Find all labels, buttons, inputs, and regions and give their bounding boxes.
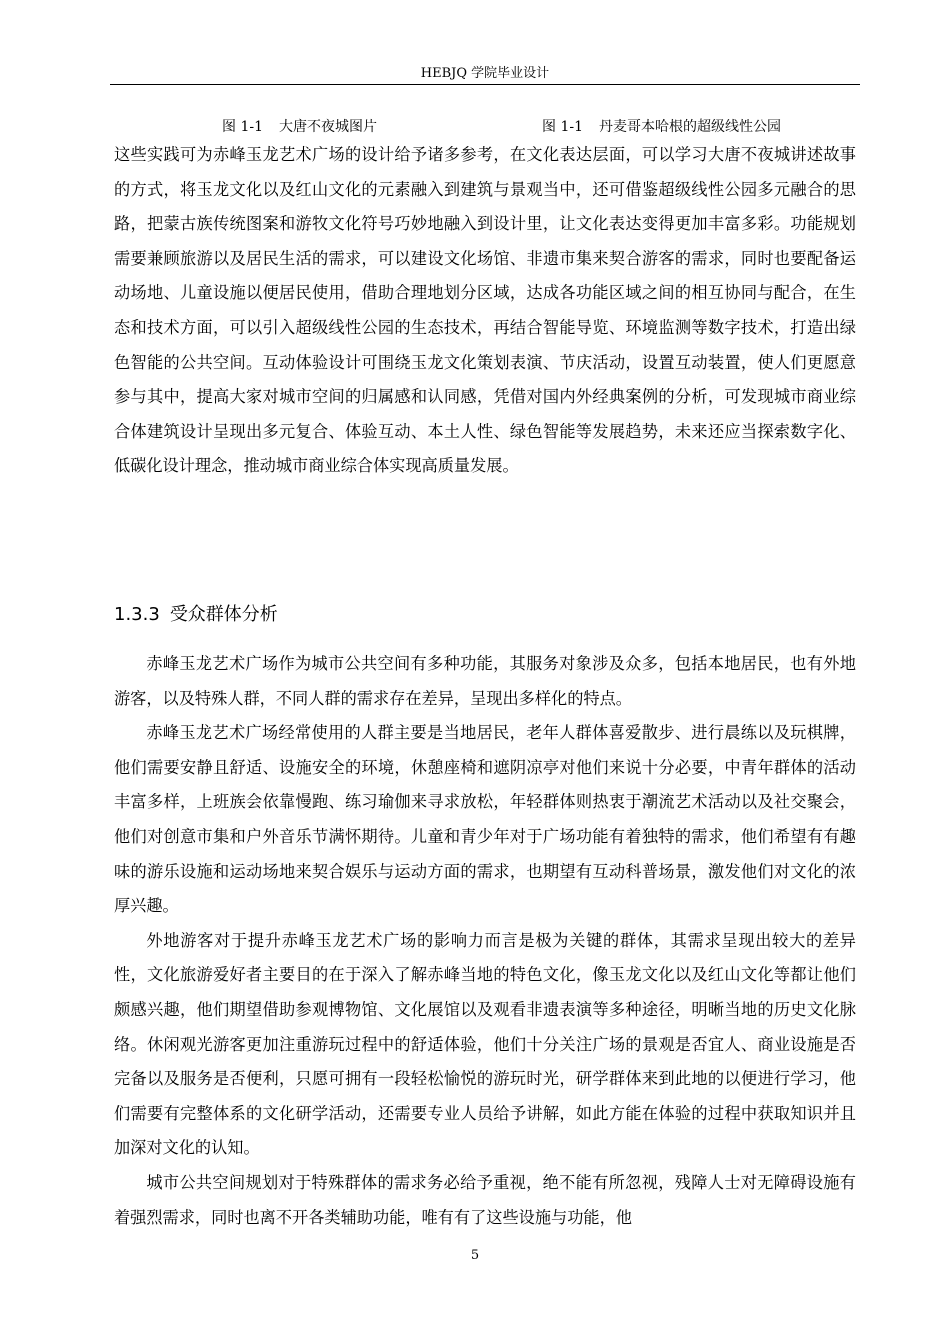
figure-caption-text: 大唐不夜城图片 [279,119,377,135]
paragraph: 外地游客对于提升赤峰玉龙艺术广场的影响力而言是极为关键的群体，其需求呈现出较大的差异性，文化旅游爱好者主要目的在于深入了解赤峰当地的特色文化，像玉龙文化以及红山文化等都让他们颇感兴趣，他们期望借助参观博物馆、文化展馆以及观看非遗表演等多种途径，明晰当地的历史文化脉络。休闲观光游客更加注重游玩过程中的舒适体验，他们十分关注广场的景观是否宜人、商业设施是否完备以及服务是否便利，只愿可拥有一段轻松愉悦的游玩时光，研学群体来到此地的以便进行学习，他们需要有完整体系的文化研学活动，还需要专业人员给予讲解，如此方能在体验的过程中获取知识并且加深对文化的认知。 [114,930,856,1158]
figure-number: 图 1-1 [542,119,583,135]
paragraph: 赤峰玉龙艺术广场经常使用的人群主要是当地居民，老年人群体喜爱散步、进行晨练以及玩棋牌，他们需要安静且舒适、设施安全的环境，休憩座椅和遮阴凉亭对他们来说十分必要，中青年群体的活动丰富多样，上班族会依靠慢跑、练习瑜伽来寻求放松，年轻群体则热衷于潮流艺术活动以及社交聚会，他们对创意市集和户外音乐节满怀期待。儿童和青少年对于广场功能有着独特的需求，他们希望有有趣味的游乐设施和运动场地来契合娱乐与运动方面的需求，也期望有互动科普场景，激发他们对文化的浓厚兴趣。 [114,723,856,916]
figure-caption-right [542,116,781,136]
section-heading [114,600,278,626]
figure-caption-left [222,116,377,136]
page-header: HEBJQ 学院毕业设计 [420,66,550,81]
paragraph: 城市公共空间规划对于特殊群体的需求务必给予重视，绝不能有所忽视，残障人士对无障碍设施有着强烈需求，同时也离不开各类辅助功能，唯有有了这些设施与功能，他 [114,1172,856,1227]
paragraph: 赤峰玉龙艺术广场作为城市公共空间有多种功能，其服务对象涉及众多，包括本地居民，也有外地游客，以及特殊人群，不同人群的需求存在差异，呈现出多样化的特点。 [114,654,856,708]
body-text-top [114,138,856,484]
section-number: 1.3.3 [114,604,160,625]
header-rule [110,84,860,85]
paragraph: 这些实践可为赤峰玉龙艺术广场的设计给予诸多参考，在文化表达层面，可以学习大唐不夜城讲述故事的方式，将玉龙文化以及红山文化的元素融入到建筑与景观当中，还可借鉴超级线性公园多元融合的思路，把蒙古族传统图案和游牧文化符号巧妙地融入到设计里，让文化表达变得更加丰富多彩。功能规划需要兼顾旅游以及居民生活的需求，可以建设文化场馆、非遗市集来契合游客的需求，同时也要配备运动场地、儿童设施以便居民使用，借助合理地划分区域，达成各功能区域之间的相互协同与配合，在生态和技术方面，可以引入超级线性公园的生态技术，再结合智能导览、环境监测等数字技术，打造出绿色智能的公共空间。互动体验设计可围绕玉龙文化策划表演、节庆活动，设置互动装置，使人们更愿意参与其中，提高大家对城市空间的归属感和认同感，凭借对国内外经典案例的分析，可发现城市商业综合体建筑设计呈现出多元复合、体验互动、本土人性、绿色智能等发展趋势，未来还应当探索数字化、低碳化设计理念，推动城市商业综合体实现高质量发展。 [114,145,856,476]
figure-caption-text: 丹麦哥本哈根的超级线性公园 [599,119,781,135]
page-number: 5 [470,1248,480,1263]
figure-number: 图 1-1 [222,119,263,135]
body-text-bottom [114,647,856,1235]
section-title: 受众群体分析 [169,604,278,625]
